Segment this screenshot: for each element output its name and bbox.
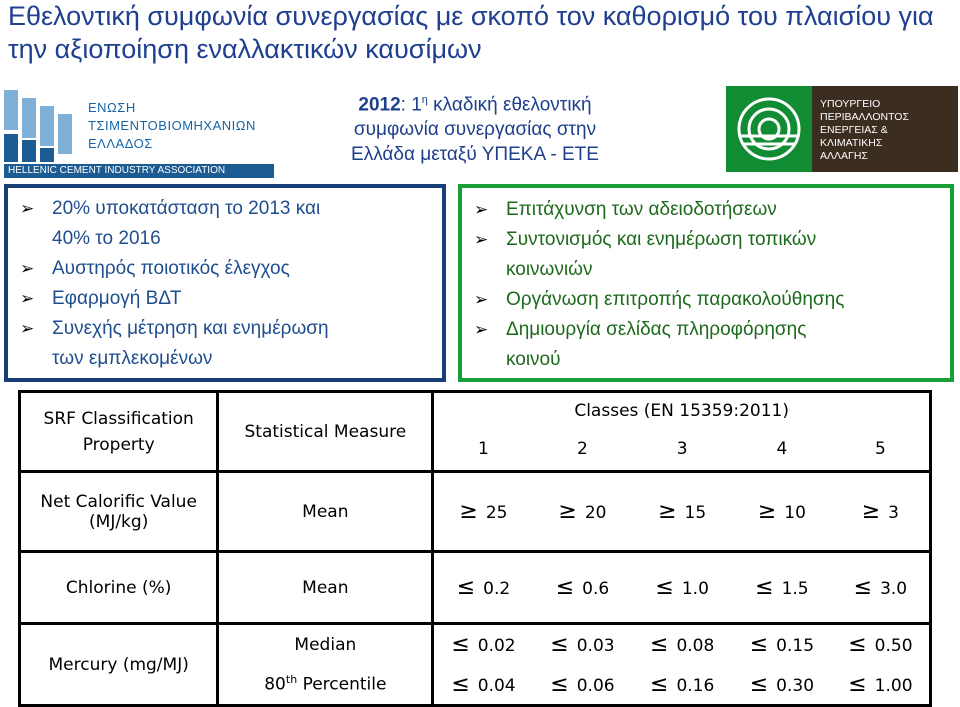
- cell-value: 1.0: [681, 579, 709, 599]
- arrow-bullet-icon: ➢: [474, 320, 489, 339]
- mercury-p80-3: [632, 665, 732, 706]
- lte-icon: ≤: [853, 575, 873, 600]
- chlorine-value-3: [632, 552, 732, 624]
- header-classes-title: Classes (EN 15359:2011): [433, 392, 931, 429]
- lte-icon: ≤: [749, 671, 769, 697]
- hcia-line-3: ΕΛΛΑΔΟΣ: [88, 136, 153, 151]
- page-title: Εθελοντική συμφωνία συνεργασίας με σκοπό τον καθορισμό του πλαισίου για την αξιοποίηση εναλλακτικών καυσίμων: [8, 1, 934, 64]
- class-5: 5: [832, 429, 931, 472]
- mercury-p80-measure: [218, 665, 433, 706]
- item-text: Συνεχής μέτρηση και ενημέρωση: [52, 318, 329, 339]
- heading-line-2: συμφωνία συνεργασίας στην: [353, 119, 597, 141]
- ncv-value-1: [433, 472, 533, 552]
- list-item: [462, 315, 950, 375]
- cell-value: 0.03: [576, 636, 615, 657]
- lte-icon: ≤: [451, 671, 470, 697]
- item-text: Οργάνωση επιτροπής παρακολούθησης: [506, 289, 845, 310]
- cell-value: 0.6: [582, 579, 610, 599]
- item-text: των εμπλεκομένων: [52, 348, 213, 369]
- lte-icon: ≤: [848, 671, 867, 697]
- class-2: 2: [533, 429, 633, 472]
- cell-value: 3.0: [880, 579, 908, 599]
- gte-icon: ≥: [658, 499, 677, 524]
- chlorine-value-2: [533, 552, 633, 624]
- spiral-icon: [726, 86, 812, 172]
- lte-icon: ≤: [755, 575, 774, 600]
- header-property-line-1: SRF Classification: [43, 408, 194, 429]
- table-row: [20, 624, 931, 665]
- ministry-commitments-box: [458, 184, 954, 382]
- ministry-line-1: ΥΠΟΥΡΓΕΙΟ: [820, 98, 881, 110]
- table-row: [20, 472, 931, 552]
- ministry-emblem: [726, 86, 812, 172]
- heading-line1-tail: κλαδική εθελοντική: [427, 94, 592, 116]
- cell-value: 0.50: [874, 636, 913, 657]
- ncv-value-4: [732, 472, 832, 552]
- lte-icon: ≤: [655, 575, 674, 600]
- lte-icon: ≤: [848, 632, 867, 658]
- heading-line1-part: : 1: [400, 94, 422, 116]
- lte-icon: ≤: [650, 671, 669, 697]
- header-property-line-2: Property: [82, 434, 155, 455]
- chlorine-measure: Mean: [218, 552, 433, 624]
- mercury-p80-1: [433, 665, 533, 706]
- mercury-median-5: [832, 624, 931, 665]
- cell-value: 0.06: [576, 675, 615, 696]
- list-item: [462, 225, 950, 285]
- item-text: κοινού: [506, 349, 561, 370]
- item-text: Επιτάχυνση των αδειοδοτήσεων: [506, 199, 777, 220]
- ncv-value-5: [832, 472, 931, 552]
- gte-icon: ≥: [757, 499, 777, 524]
- class-3: 3: [632, 429, 732, 472]
- gte-icon: ≥: [861, 499, 881, 524]
- heading-superscript: η: [421, 94, 428, 106]
- cell-value: 3: [888, 503, 899, 523]
- lte-icon: ≤: [749, 632, 769, 658]
- class-4: 4: [732, 429, 832, 472]
- ncv-property-line-2: (MJ/kg): [89, 511, 149, 532]
- hcia-line-2: ΤΣΙΜΕΝΤΟΒΙΟΜΗΧΑΝΙΩΝ: [88, 118, 256, 133]
- ncv-property-line-1: Net Calorific Value: [40, 491, 197, 512]
- gte-icon: ≥: [459, 499, 478, 524]
- cell-value: 1.5: [781, 579, 809, 599]
- list-item: [462, 195, 950, 225]
- cell-value: 10: [784, 503, 806, 523]
- cell-value: 1.00: [874, 675, 913, 696]
- gte-icon: ≥: [558, 499, 577, 524]
- ministry-name: [812, 86, 958, 172]
- ministry-line-5: ΑΛΛΑΓΗΣ: [820, 150, 868, 162]
- p80-label: Percentile: [297, 675, 387, 696]
- cell-value: 0.08: [676, 636, 715, 657]
- mercury-median-1: [433, 624, 533, 665]
- item-text: Εφαρμογή ΒΔΤ: [52, 288, 182, 309]
- industry-commitments-box: [4, 184, 446, 382]
- arrow-bullet-icon: ➢: [20, 259, 35, 278]
- cell-value: 15: [684, 503, 707, 523]
- heading-line-3: Ελλάδα μεταξύ ΥΠΕΚΑ - ΕΤΕ: [351, 144, 599, 166]
- hcia-english-name: HELLENIC CEMENT INDUSTRY ASSOCIATION: [4, 164, 274, 178]
- hcia-line-1: ΕΝΩΣΗ: [88, 100, 136, 115]
- lte-icon: ≤: [451, 632, 470, 658]
- hcia-logo: [0, 86, 270, 178]
- chlorine-value-1: [433, 552, 533, 624]
- ncv-property: [20, 472, 218, 552]
- cell-value: 0.2: [483, 579, 511, 599]
- table-row: [20, 552, 931, 624]
- mercury-property: Mercury (mg/MJ): [20, 624, 218, 706]
- lte-icon: ≤: [555, 575, 575, 600]
- arrow-bullet-icon: ➢: [474, 230, 489, 249]
- ministry-line-2: ΠΕΡΙΒΑΛΛΟΝΤΟΣ: [820, 111, 909, 123]
- ministry-line-3: ΕΝΕΡΓΕΙΑΣ &: [820, 124, 888, 136]
- cell-value: 0.02: [477, 636, 516, 657]
- mercury-median-4: [732, 624, 832, 665]
- list-item: [8, 194, 442, 254]
- arrow-bullet-icon: ➢: [474, 290, 489, 309]
- lte-icon: ≤: [550, 671, 569, 697]
- list-item: [8, 314, 442, 374]
- header-property: [20, 392, 218, 472]
- cell-value: 0.30: [776, 675, 815, 696]
- arrow-bullet-icon: ➢: [20, 289, 35, 308]
- item-text: κοινωνιών: [506, 259, 593, 280]
- item-text: Δημιουργία σελίδας πληροφόρησης: [506, 319, 807, 340]
- cell-value: 0.15: [776, 636, 815, 657]
- ncv-value-2: [533, 472, 633, 552]
- mercury-median-measure: Median: [218, 624, 433, 665]
- list-item: [8, 254, 442, 284]
- item-text: Συντονισμός και ενημέρωση τοπικών: [506, 229, 817, 250]
- cell-value: 0.16: [676, 675, 715, 696]
- chlorine-value-4: [732, 552, 832, 624]
- p80-suffix: th: [285, 673, 298, 687]
- agreement-heading: [280, 88, 670, 167]
- p80-number: 80: [264, 675, 286, 696]
- lte-icon: ≤: [550, 632, 569, 658]
- ministry-line-4: ΚΛΙΜΑΤΙΚΗΣ: [820, 137, 883, 149]
- mercury-p80-4: [732, 665, 832, 706]
- lte-icon: ≤: [456, 575, 476, 600]
- mercury-p80-2: [533, 665, 633, 706]
- cell-value: 25: [485, 503, 508, 523]
- arrow-bullet-icon: ➢: [20, 319, 35, 338]
- lte-icon: ≤: [650, 632, 669, 658]
- list-item: [8, 284, 442, 314]
- hcia-emblem-icon: [4, 90, 72, 162]
- class-1: 1: [433, 429, 533, 472]
- table-header-row: [20, 392, 931, 429]
- ncv-value-3: [632, 472, 732, 552]
- arrow-bullet-icon: ➢: [20, 199, 35, 218]
- item-text: Αυστηρός ποιοτικός έλεγχος: [52, 258, 290, 279]
- mercury-median-3: [632, 624, 732, 665]
- list-item: [462, 285, 950, 315]
- header-measure: Statistical Measure: [218, 392, 433, 472]
- cell-value: 20: [584, 503, 607, 523]
- srf-classification-table: [18, 390, 932, 707]
- arrow-bullet-icon: ➢: [474, 200, 489, 219]
- item-text: 40% το 2016: [52, 228, 161, 249]
- item-text: 20% υποκατάσταση το 2013 και: [52, 198, 321, 219]
- mercury-median-2: [533, 624, 633, 665]
- heading-year: 2012: [358, 94, 401, 116]
- ministry-logo: [726, 86, 958, 172]
- cell-value: 0.04: [477, 675, 516, 696]
- ncv-measure: Mean: [218, 472, 433, 552]
- mercury-p80-5: [832, 665, 931, 706]
- chlorine-property: Chlorine (%): [20, 552, 218, 624]
- chlorine-value-5: [832, 552, 931, 624]
